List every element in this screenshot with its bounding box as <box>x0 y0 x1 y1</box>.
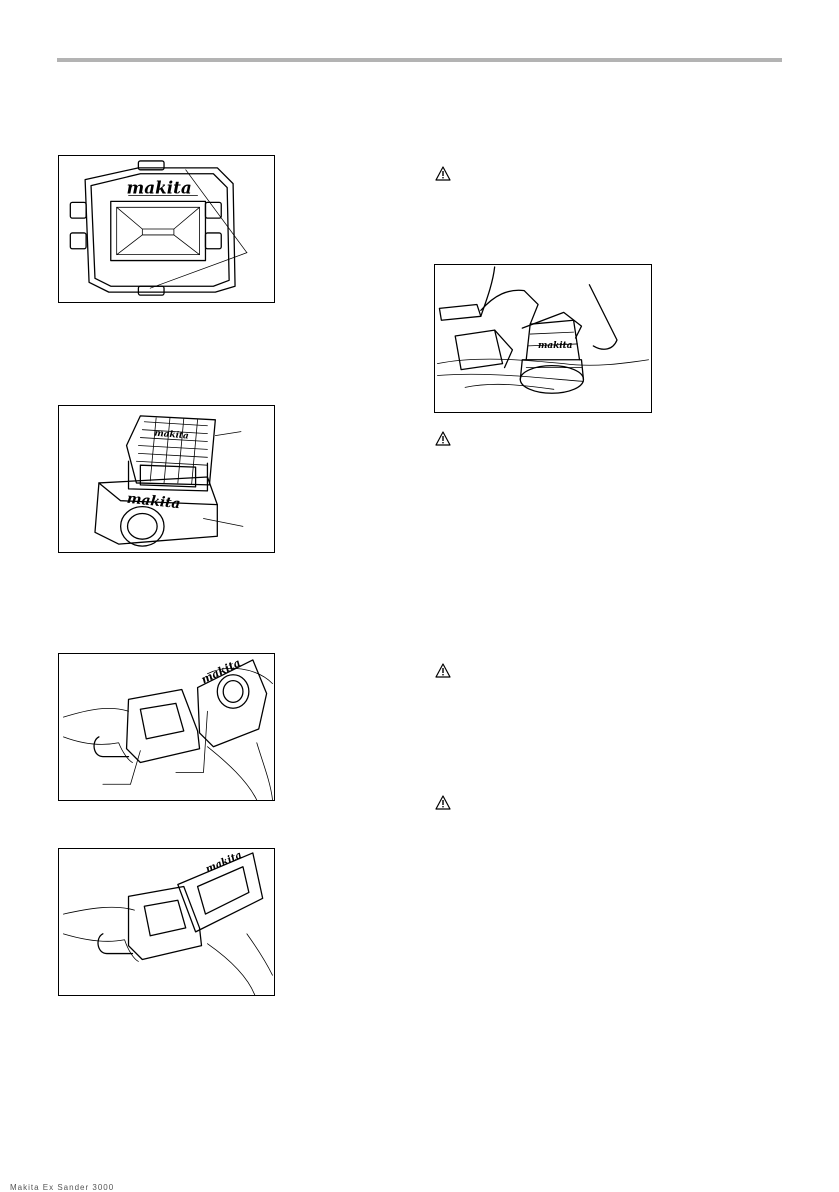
figure-filter-frame <box>58 155 275 303</box>
dust-box-assembly-drawing <box>59 406 274 552</box>
figure-filter-removal <box>58 848 275 996</box>
filter-logo: makita <box>126 177 192 198</box>
dust-box-logo: makita <box>126 490 182 513</box>
filter-frame-drawing <box>59 156 274 302</box>
dust-box-logo-top: makita <box>153 428 190 442</box>
figure-dust-box-assembly <box>58 405 275 553</box>
caution-triangle-icon <box>435 795 451 810</box>
figure-dust-box-opening <box>58 653 275 801</box>
dust-box-opening-drawing <box>59 654 274 800</box>
sander-logo: makita <box>538 340 573 351</box>
caution-triangle-icon <box>435 166 451 181</box>
caution-triangle-icon <box>435 663 451 678</box>
caution-triangle-icon <box>435 431 451 446</box>
sanding-operation-drawing <box>435 265 651 412</box>
filter-removal-logo: makita <box>204 849 244 876</box>
figure-sanding-operation <box>434 264 652 413</box>
filter-removal-drawing <box>59 849 274 995</box>
opening-logo: makita <box>199 656 243 687</box>
header-rule <box>57 58 782 62</box>
page-footer: Makita Ex Sander 3000 <box>10 1183 115 1192</box>
